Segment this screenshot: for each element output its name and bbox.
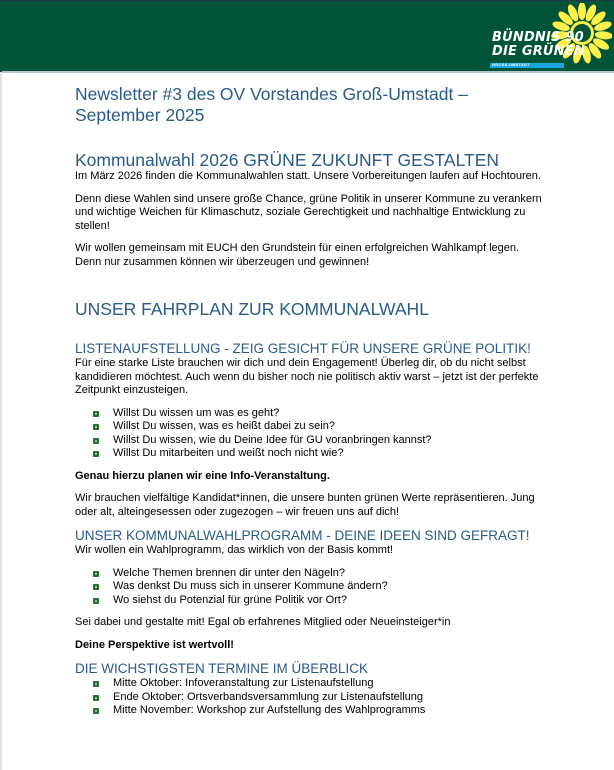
logo-subline-bar xyxy=(490,63,564,68)
page-edge xyxy=(0,72,2,770)
list-item xyxy=(93,580,545,594)
bullet-list-topics xyxy=(75,567,545,608)
paragraph: Für eine starke Liste brauchen wir dich und dein Engagement! Überleg dir, ob du nicht selbst kandidieren möchtest. Auch wenn du bisher noch nie politisch aktiv warst – jetzt ist der perfekte Zeitpunkt einzusteigen. xyxy=(75,357,539,396)
bullet-list-dates xyxy=(75,677,545,718)
square-bullet-icon xyxy=(93,584,99,590)
list-item-text: Willst Du mitarbeiten und weißt noch nicht wie? xyxy=(113,447,344,459)
paragraph: Wir wollen gemeinsam mit EUCH den Grundstein für einen erfolgreichen Wahlkampf legen. Denn nur zusammen können wir überzeugen und gewinnen! xyxy=(75,242,520,268)
square-bullet-icon xyxy=(93,695,99,701)
section-heading-fahrplan: UNSER FAHRPLAN ZUR KOMMUNALWAHL xyxy=(75,299,429,319)
list-item-text: Willst Du wissen, was es heißt dabei zu sein? xyxy=(113,420,335,432)
list-item-text: Mitte November: Workshop zur Aufstellung des Wahlprogramms xyxy=(113,704,426,716)
bold-statement: Genau hierzu planen wir eine Info-Veranstaltung. xyxy=(75,469,330,482)
paragraph: Denn diese Wahlen sind unsere große Chance, grüne Politik in unserer Kommune zu verankern und wichtige Weichen für Klimaschutz, soziale Gerechtigkeit und nachhaltige Entwicklung zu stellen! xyxy=(75,192,542,232)
logo-line-2: DIE GRÜNEN xyxy=(492,44,585,59)
subheading-listenaufstellung: LISTENAUFSTELLUNG - ZEIG GESICHT FÜR UNSERE GRÜNE POLITIK! xyxy=(75,341,531,356)
bullet-list-questions xyxy=(75,407,545,461)
list-item xyxy=(93,447,545,461)
newsletter-body xyxy=(75,84,545,718)
square-bullet-icon xyxy=(93,411,99,417)
list-item-text: Willst Du wissen, wie du Deine Idee für GU voranbringen kannst? xyxy=(113,433,432,446)
square-bullet-icon xyxy=(93,598,99,604)
paragraph: Wir wollen ein Wahlprogramm, das wirklich von der Basis kommt! xyxy=(75,544,394,556)
square-bullet-icon xyxy=(93,424,99,430)
newsletter-header xyxy=(0,0,614,72)
paragraph: Im März 2026 finden die Kommunalwahlen statt. Unsere Vorbereitungen laufen auf Hochtouren. xyxy=(75,170,541,182)
bold-statement: Deine Perspektive ist wertvoll! xyxy=(75,638,234,651)
list-item-text: Willst Du wissen um was es geht? xyxy=(113,406,280,419)
square-bullet-icon xyxy=(93,438,99,444)
paragraph: Sei dabei und gestalte mit! Egal ob erfahrenes Mitglied oder Neueinsteiger*in xyxy=(75,616,451,628)
list-item xyxy=(93,677,545,691)
square-bullet-icon xyxy=(93,571,99,577)
list-item xyxy=(93,434,545,448)
list-item xyxy=(93,704,545,718)
list-item-text: Mitte Oktober: Infoveranstaltung zur Listenaufstellung xyxy=(113,677,374,689)
newsletter-title: Newsletter #3 des OV Vorstandes Groß-Umstadt – September 2025 xyxy=(75,84,468,125)
paragraph: Wir brauchen vielfältige Kandidat*innen, die unsere bunten grünen Werte repräsentieren. Jung oder alt, alteingesessen oder zugezogen – wir freuen uns auf dich! xyxy=(75,492,535,518)
square-bullet-icon xyxy=(93,708,99,714)
square-bullet-icon xyxy=(93,681,99,687)
header-divider xyxy=(2,71,614,73)
subheading-termine: DIE WICHSTIGSTEN TERMINE IM ÜBERBLICK xyxy=(75,661,369,676)
section-heading-kommunalwahl: Kommunalwahl 2026 GRÜNE ZUKUNFT GESTALTEN xyxy=(75,150,500,170)
list-item xyxy=(93,594,545,608)
list-item-text: Ende Oktober: Ortsverbandsversammlung zur Listenaufstellung xyxy=(113,690,423,703)
logo-subline: GROSS-UMSTADT xyxy=(492,62,530,67)
list-item-text: Wo siehst du Potenzial für grüne Politik vor Ort? xyxy=(113,593,347,606)
list-item-text: Was denkst Du muss sich in unserer Kommune ändern? xyxy=(113,580,388,592)
list-item xyxy=(93,407,545,421)
square-bullet-icon xyxy=(93,451,99,457)
logo-line-1: BÜNDNIS 90 xyxy=(492,30,584,45)
list-item-text: Welche Themen brennen dir unter den Nägeln? xyxy=(113,566,345,579)
subheading-wahlprogramm: UNSER KOMMUNALWAHLPROGRAMM - DEINE IDEEN SIND GEFRAGT! xyxy=(75,528,530,543)
party-logo xyxy=(484,1,614,73)
list-item xyxy=(93,420,545,434)
list-item xyxy=(93,567,545,581)
list-item xyxy=(93,691,545,705)
